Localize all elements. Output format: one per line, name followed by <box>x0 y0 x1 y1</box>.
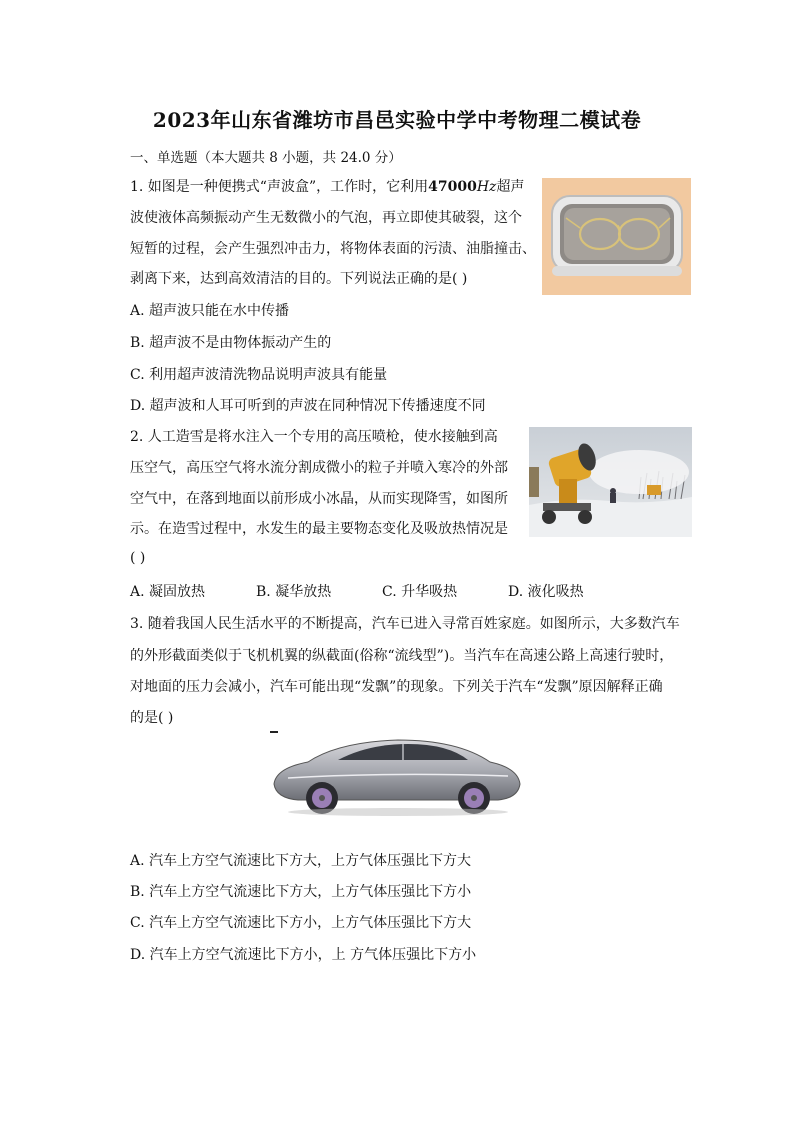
q3-line-4: 的是( ) <box>130 710 174 726</box>
q2-option-b: B. 凝华放热 <box>256 584 332 600</box>
q1-line-3: 短暂的过程，会产生强烈冲击力，将物体表面的污渍、油脂撞击、 <box>130 241 536 257</box>
q2-option-d: D. 液化吸热 <box>508 584 584 600</box>
sports-car-image <box>268 728 524 818</box>
q1-option-a: A. 超声波只能在水中传播 <box>130 303 290 319</box>
q3-option-b: B. 汽车上方空气流速比下方大，上方气体压强比下方小 <box>130 884 472 900</box>
q3-option-d: D. 汽车上方空气流速比下方小，上 方气体压强比下方小 <box>130 947 477 963</box>
snow-cannon-image <box>529 427 692 537</box>
q3-option-c: C. 汽车上方空气流速比下方小，上方气体压强比下方大 <box>130 915 472 931</box>
page-title: 2023年山东省潍坊市昌邑实验中学中考物理二模试卷 <box>152 108 642 132</box>
q1-option-b: B. 超声波不是由物体振动产生的 <box>130 335 332 351</box>
q1-unit: Hz <box>476 179 497 195</box>
q2-option-c: C. 升华吸热 <box>382 584 458 600</box>
q1-line-1-text: 1. 如图是一种便携式“声波盒”，工作时，它利用 <box>130 179 429 195</box>
ultrasonic-cleaner-image <box>542 178 691 295</box>
q1-option-d: D. 超声波和人耳可听到的声波在同种情况下传播速度不同 <box>130 398 486 414</box>
q2-option-a: A. 凝固放热 <box>130 584 206 600</box>
q1-option-c: C. 利用超声波清洗物品说明声波具有能量 <box>130 367 388 383</box>
q2-line-3: 空气中，在落到地面以前形成小冰晶，从而实现降雪，如图所 <box>130 491 508 507</box>
q1-frequency: 47000 <box>428 179 477 195</box>
q2-line-5: ( ) <box>130 550 146 566</box>
q2-options <box>130 581 634 601</box>
q3-option-a: A. 汽车上方空气流速比下方大，上方气体压强比下方大 <box>130 853 472 869</box>
q1-line-4: 剥离下来，达到高效清洁的目的。下列说法正确的是( ) <box>130 271 468 287</box>
q2-line-4: 示。在造雪过程中，水发生的最主要物态变化及吸放热情况是 <box>130 521 508 537</box>
section-heading: 一、单选题（本大题共 8 小题，共 24.0 分） <box>130 150 402 166</box>
q2-line-1: 2. 人工造雪是将水注入一个专用的高压喷枪，使水接触到高 <box>130 429 498 445</box>
q3-line-2: 的外形截面类似于飞机机翼的纵截面(俗称“流线型”)。当汽车在高速公路上高速行驶时， <box>130 648 674 664</box>
q2-line-2: 压空气，高压空气将水流分割成微小的粒子并喷入寒冷的外部 <box>130 460 508 476</box>
q1-line-2: 波使液体高频振动产生无数微小的气泡，再立即使其破裂，这个 <box>130 210 522 226</box>
q3-line-1: 3. 随着我国人民生活水平的不断提高，汽车已进入寻常百姓家庭。如图所示，大多数汽车 <box>130 616 680 632</box>
q1-line-1 <box>130 176 524 196</box>
q3-line-3: 对地面的压力会减小，汽车可能出现“发飘”的现象。下列关于汽车“发飘”原因解释正确 <box>130 679 663 695</box>
q1-line-1-tail: 超声 <box>496 179 525 195</box>
